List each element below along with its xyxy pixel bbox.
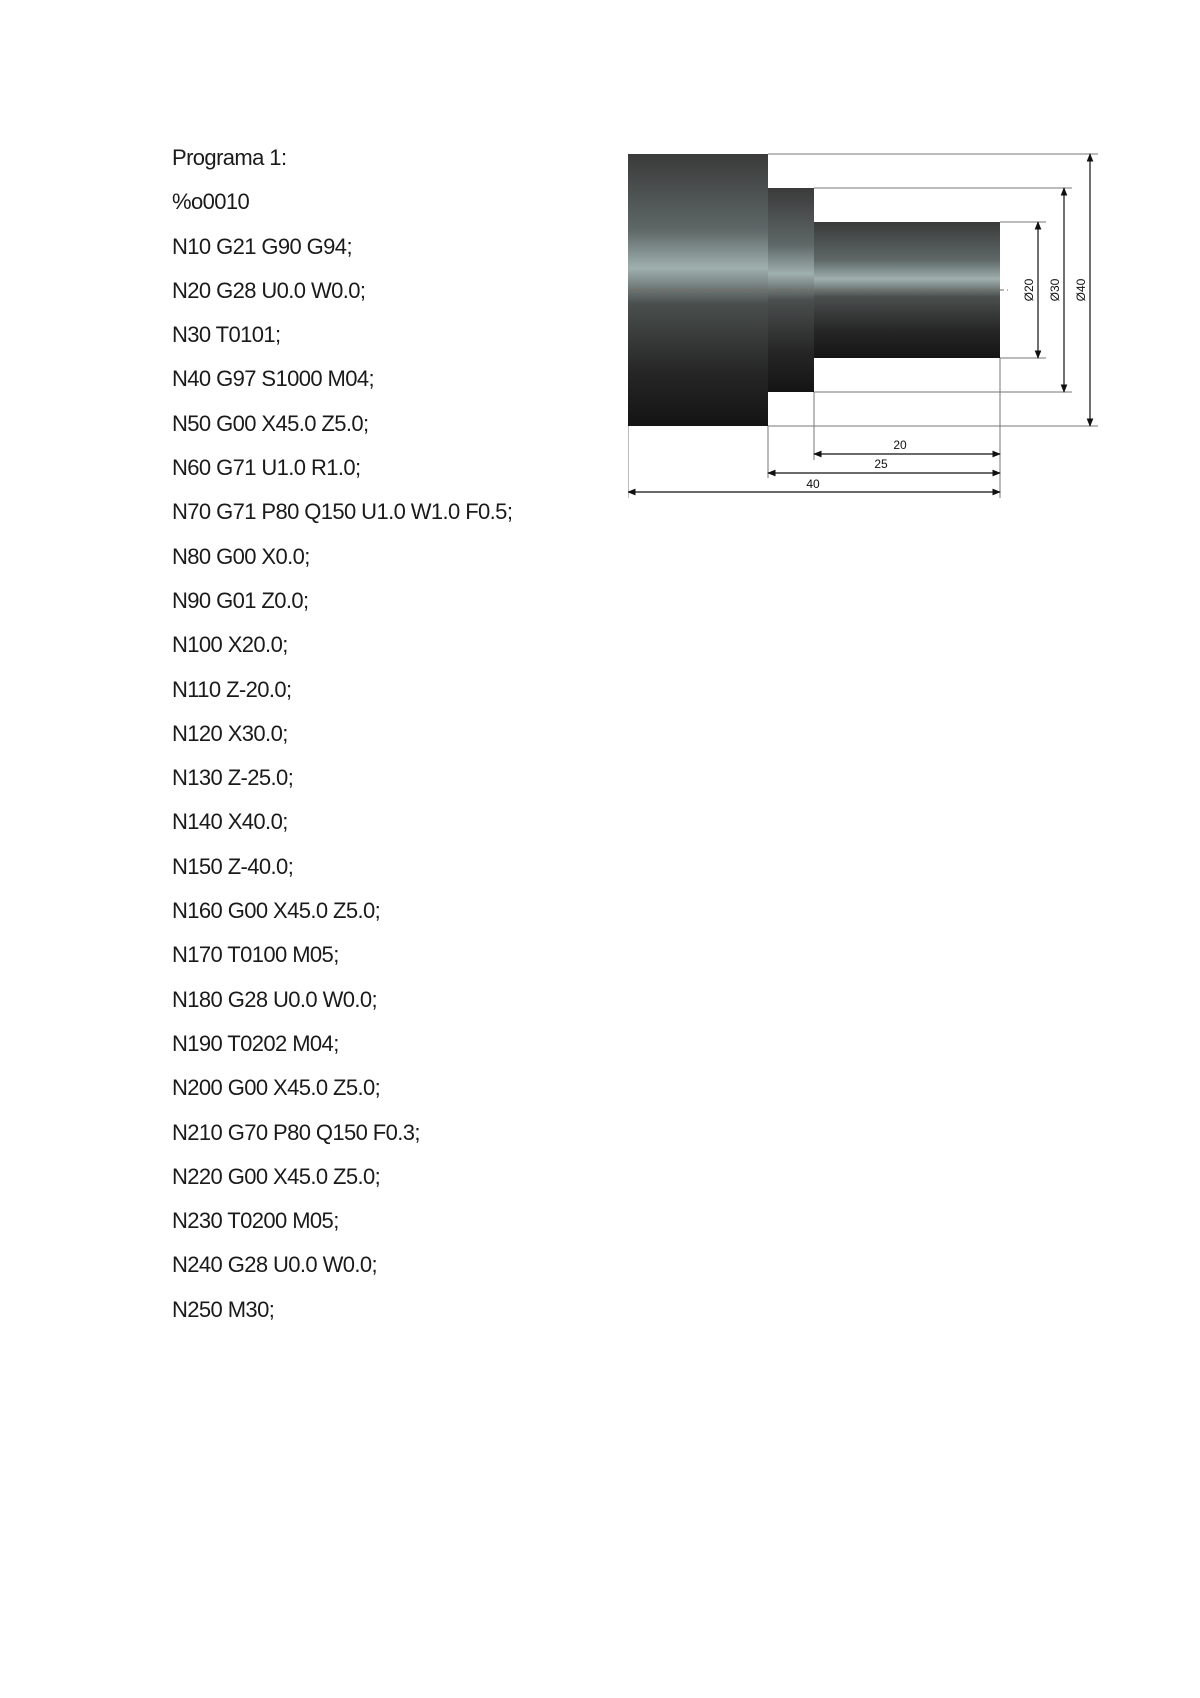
program-line: N190 T0202 M04; <box>172 1030 339 1056</box>
program-line: N120 X30.0; <box>172 720 288 746</box>
program-line: N180 G28 U0.0 W0.0; <box>172 986 378 1012</box>
program-line: N70 G71 P80 Q150 U1.0 W1.0 F0.5; <box>172 499 513 525</box>
program-line: N170 T0100 M05; <box>172 942 339 968</box>
program-line: N40 G97 S1000 M04; <box>172 366 375 392</box>
program-line: N210 G70 P80 Q150 F0.3; <box>172 1119 420 1145</box>
program-line: N230 T0200 M05; <box>172 1208 339 1234</box>
cnc-program <box>172 140 602 1336</box>
program-title: Programa 1: <box>172 145 287 170</box>
part-drawing-svg <box>628 140 1108 510</box>
dim-label-length-20: 20 <box>893 438 907 452</box>
program-line: N110 Z-20.0; <box>172 676 292 702</box>
program-line: N250 M30; <box>172 1296 275 1322</box>
program-line: N160 G00 X45.0 Z5.0; <box>172 898 381 924</box>
dim-label-diameter-30: Ø30 <box>1048 278 1062 302</box>
program-line: N220 G00 X45.0 Z5.0; <box>172 1163 381 1189</box>
program-line: N130 Z-25.0; <box>172 765 294 791</box>
program-line: N150 Z-40.0; <box>172 853 294 879</box>
program-line: N90 G01 Z0.0; <box>172 587 309 613</box>
turned-part-drawing <box>628 140 1108 510</box>
program-line: %o0010 <box>172 189 250 215</box>
program-line: N50 G00 X45.0 Z5.0; <box>172 410 369 436</box>
dim-label-length-25: 25 <box>874 457 888 471</box>
program-line: N30 T0101; <box>172 322 281 348</box>
program-line: N60 G71 U1.0 R1.0; <box>172 455 361 481</box>
program-line: N10 G21 G90 G94; <box>172 233 352 259</box>
dim-label-diameter-40: Ø40 <box>1074 278 1088 302</box>
program-line: N200 G00 X45.0 Z5.0; <box>172 1075 381 1101</box>
program-line: N140 X40.0; <box>172 809 288 835</box>
program-line: N20 G28 U0.0 W0.0; <box>172 277 366 303</box>
program-line: N240 G28 U0.0 W0.0; <box>172 1252 378 1278</box>
dim-label-length-40: 40 <box>806 477 820 491</box>
program-line: N100 X20.0; <box>172 632 288 658</box>
program-line: N80 G00 X0.0; <box>172 543 310 569</box>
dim-label-diameter-20: Ø20 <box>1022 278 1036 302</box>
